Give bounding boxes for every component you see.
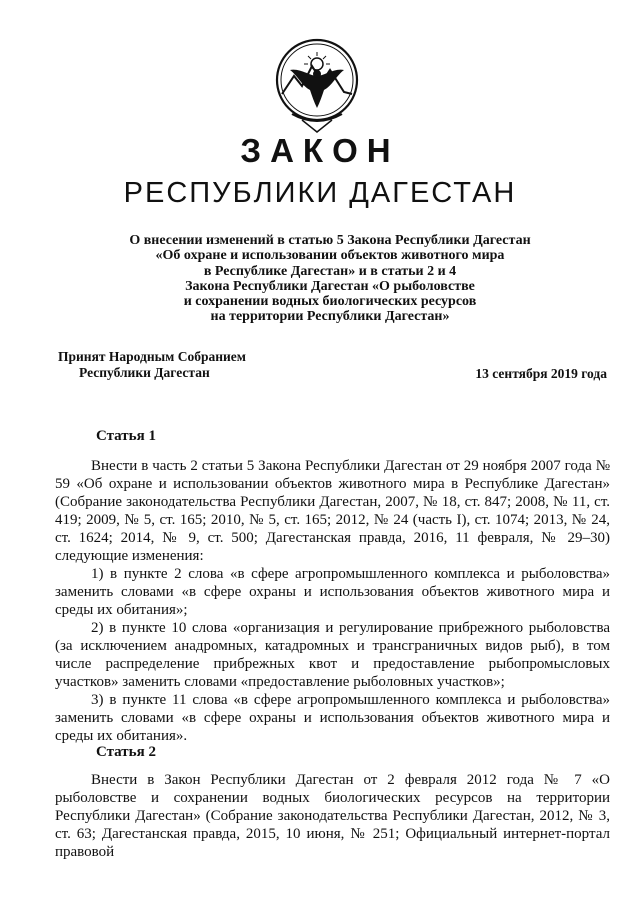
article-1-item-2: 2) в пункте 10 слова «организация и регулирование прибрежного рыболовства (за исключением анадромных, катадромных и трансграничных видов рыб), в том числе распределение прибрежных квот и предоставление рыбопромысловых участков» заменить словами «предоставление рыболовных участков»; (55, 620, 610, 690)
coat-of-arms-emblem (272, 36, 362, 136)
heading-line: и сохранении водных биологических ресурсов (183, 294, 477, 310)
article-1-item-3: 3) в пункте 11 слова «в сфере агропромышленного комплекса и рыболовства» заменить словами «в сфере охраны и использования объектов животного мира и среды их обитания». (55, 692, 610, 744)
heading-line: на территории Республики Дагестан» (210, 309, 450, 325)
article-1-body (55, 457, 610, 745)
article-2-body (55, 771, 610, 861)
article-1-title: Статья 1 (96, 428, 156, 444)
adoption-line-2: Республики Дагестан (79, 364, 210, 380)
law-heading (40, 233, 620, 325)
adoption-date: 13 сентября 2019 года (475, 366, 607, 381)
adoption-line-1: Принят Народным Собранием (58, 349, 246, 364)
law-subtitle: РЕСПУБЛИКИ ДАГЕСТАН (123, 177, 517, 209)
adoption-statement (58, 349, 246, 380)
article-2-intro: Внести в Закон Республики Дагестан от 2 февраля 2012 года № 7 «О рыболовстве и сохранении водных биологических ресурсов на территории Республики Дагестан» (Собрание законодательства Республики Дагестан, 2012, № 3, ст. 63; Дагестанская правда, 2015, 10 июня, № 251; Официальный интернет-портал правовой (55, 772, 610, 860)
law-title: ЗАКОН (240, 132, 400, 169)
article-1-intro: Внести в часть 2 статьи 5 Закона Республики Дагестан от 29 ноября 2007 года № 59 «Об охране и использовании объектов животного мира в Республике Дагестан» (Собрание законодательства Республики Дагестан, 2007, № 18, ст. 847; 2008, № 11, ст. 419; 2009, № 5, ст. 165; 2010, № 5, ст. 165; 2012, № 24 (часть I), ст. 1074; 2013, № 24, ст. 1624; 2014, № 9, ст. 500; Дагестанская правда, 2016, 11 февраля, № 29–30) следующие изменения: (55, 458, 610, 564)
article-2-title: Статья 2 (96, 744, 156, 760)
heading-line: О внесении изменений в статью 5 Закона Республики Дагестан (129, 233, 531, 248)
heading-line: «Об охране и использовании объектов животного мира (155, 248, 505, 264)
article-1-item-1: 1) в пункте 2 слова «в сфере агропромышленного комплекса и рыболовства» заменить словами «в сфере охраны и использования объектов животного мира и среды их обитания»; (55, 566, 610, 618)
heading-line: Закона Республики Дагестан «О рыболовстве (185, 278, 475, 294)
heading-line: в Республике Дагестан» и в статьи 2 и 4 (203, 263, 457, 279)
